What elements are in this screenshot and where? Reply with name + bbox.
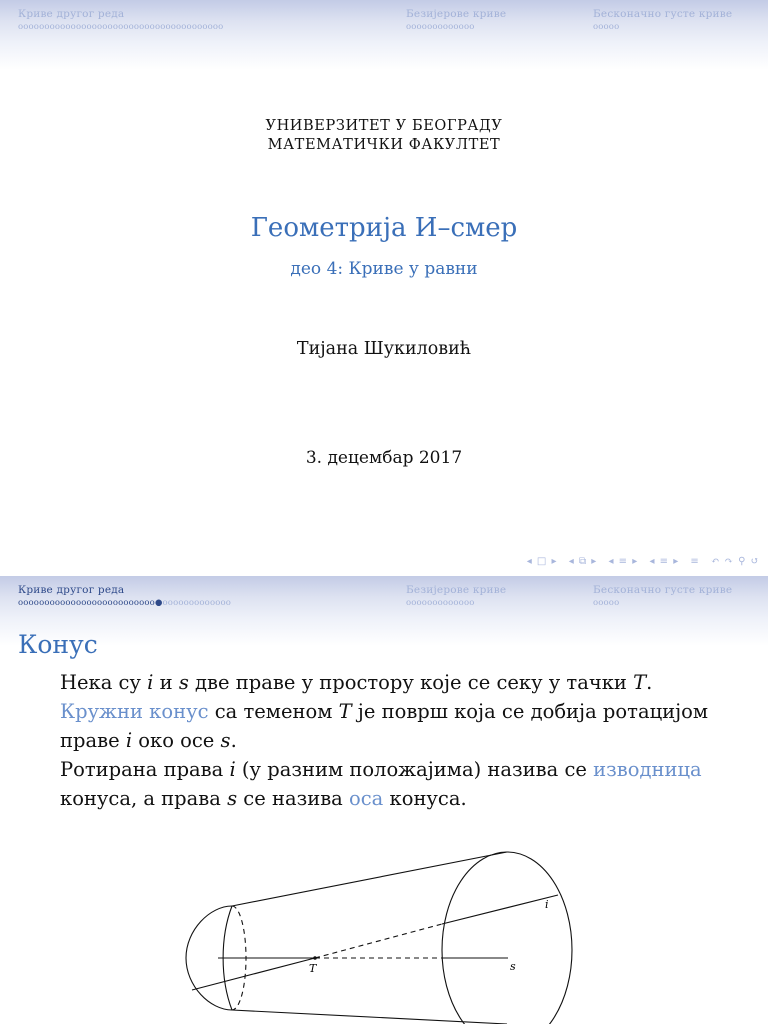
presentation-title: Геометрија И–смер bbox=[250, 213, 518, 243]
dots-rest[interactable]: ooooooooooooo bbox=[162, 598, 232, 608]
header-navigation bbox=[0, 0, 768, 70]
text: је површ која се добија ротацијом праве bbox=[60, 700, 709, 752]
section-name: Безијерове криве bbox=[406, 584, 507, 596]
math-T: T bbox=[338, 700, 352, 723]
large-base-outline bbox=[442, 852, 572, 1024]
cone-figure bbox=[170, 840, 590, 1024]
math-i: i bbox=[125, 729, 133, 752]
line-i-left bbox=[192, 958, 315, 990]
label-T: T bbox=[309, 962, 317, 975]
text: две праве у простору које се секу у тачки bbox=[188, 671, 634, 694]
vertex-point bbox=[313, 956, 317, 960]
university-name: УНИВЕРЗИТЕТ У БЕОГРАДУ bbox=[265, 118, 503, 134]
text: Ротирана права bbox=[60, 758, 230, 781]
text: . bbox=[646, 671, 653, 694]
section-dots[interactable]: ooooooooooooo bbox=[406, 22, 475, 32]
beamer-navigation-bar bbox=[520, 556, 760, 567]
dot-current[interactable]: ● bbox=[154, 598, 163, 608]
section-dots[interactable]: ooooooooooooo bbox=[406, 598, 475, 608]
math-i: i bbox=[147, 671, 154, 694]
section-nav-bezier[interactable] bbox=[406, 584, 506, 608]
label-s: s bbox=[510, 960, 516, 973]
generatrix-top bbox=[232, 852, 507, 906]
term-circular-cone: Кружни конус bbox=[60, 700, 209, 723]
section-name: Бесконачно густе криве bbox=[593, 584, 733, 596]
text: . bbox=[230, 729, 237, 752]
section-nav-dense-curves[interactable] bbox=[593, 584, 732, 608]
paragraph-1 bbox=[60, 668, 740, 697]
term-generatrix: изводница bbox=[593, 758, 702, 781]
section-nav-dense-curves[interactable] bbox=[593, 8, 732, 32]
paragraph-3 bbox=[60, 755, 740, 813]
section-nav-conics[interactable] bbox=[18, 584, 231, 608]
section-nav-bezier[interactable] bbox=[406, 8, 506, 32]
text: и bbox=[153, 671, 179, 694]
section-nav-conics[interactable] bbox=[18, 8, 223, 32]
presentation-subtitle: део 4: Криве у равни bbox=[290, 259, 478, 279]
text: око осе bbox=[132, 729, 221, 752]
nav-frame-icon[interactable]: ◂ □ ▸ bbox=[526, 556, 558, 567]
section-name: Криве другог реда bbox=[18, 584, 125, 596]
faculty-name: МАТЕМАТИЧКИ ФАКУЛТЕТ bbox=[267, 137, 501, 153]
frame-title: Конус bbox=[18, 630, 98, 659]
math-s: s bbox=[220, 729, 231, 752]
section-name: Безијерове криве bbox=[406, 8, 507, 20]
section-dots[interactable]: ooooo bbox=[593, 598, 620, 608]
section-dots[interactable]: ooooo bbox=[593, 22, 620, 32]
nav-search-icon[interactable]: ↶ ↷ ⚲ ↺ bbox=[711, 556, 760, 567]
author-name: Тијана Шукиловић bbox=[296, 339, 472, 359]
dots-done[interactable]: oooooooooooooooooooooooooo bbox=[18, 598, 155, 608]
paragraph-2 bbox=[60, 697, 740, 755]
text: Нека су bbox=[60, 671, 148, 694]
text: конуса, а права bbox=[60, 787, 228, 810]
nav-toc-icon[interactable]: ≡ bbox=[690, 556, 700, 567]
text: (у разним положајима) назива се bbox=[235, 758, 594, 781]
nav-document-icon[interactable]: ◂ ≡ ▸ bbox=[649, 556, 680, 567]
line-i-hidden bbox=[315, 924, 442, 958]
term-axis: оса bbox=[349, 787, 384, 810]
section-dots[interactable] bbox=[18, 598, 231, 608]
label-i: i bbox=[545, 898, 549, 911]
university-block bbox=[0, 117, 768, 155]
section-dots[interactable]: ooooooooooooooooooooooooooooooooooooooo bbox=[18, 22, 224, 32]
text: конуса. bbox=[383, 787, 467, 810]
section-name: Криве другог реда bbox=[18, 8, 125, 20]
presentation-date: 3. децембар 2017 bbox=[305, 448, 463, 468]
math-i: i bbox=[229, 758, 236, 781]
math-s: s bbox=[227, 787, 238, 810]
definition-text bbox=[60, 668, 740, 813]
nav-section-icon[interactable]: ◂ ≡ ▸ bbox=[608, 556, 639, 567]
header-navigation bbox=[0, 576, 768, 646]
text: са теменом bbox=[208, 700, 339, 723]
section-name: Бесконачно густе криве bbox=[593, 8, 733, 20]
generatrix-bottom bbox=[232, 1010, 507, 1024]
math-T: T bbox=[633, 671, 647, 694]
line-i-right bbox=[442, 895, 558, 924]
nav-subsection-icon[interactable]: ◂ ⧉ ▸ bbox=[568, 556, 598, 567]
text: се назива bbox=[237, 787, 350, 810]
math-s: s bbox=[178, 671, 189, 694]
